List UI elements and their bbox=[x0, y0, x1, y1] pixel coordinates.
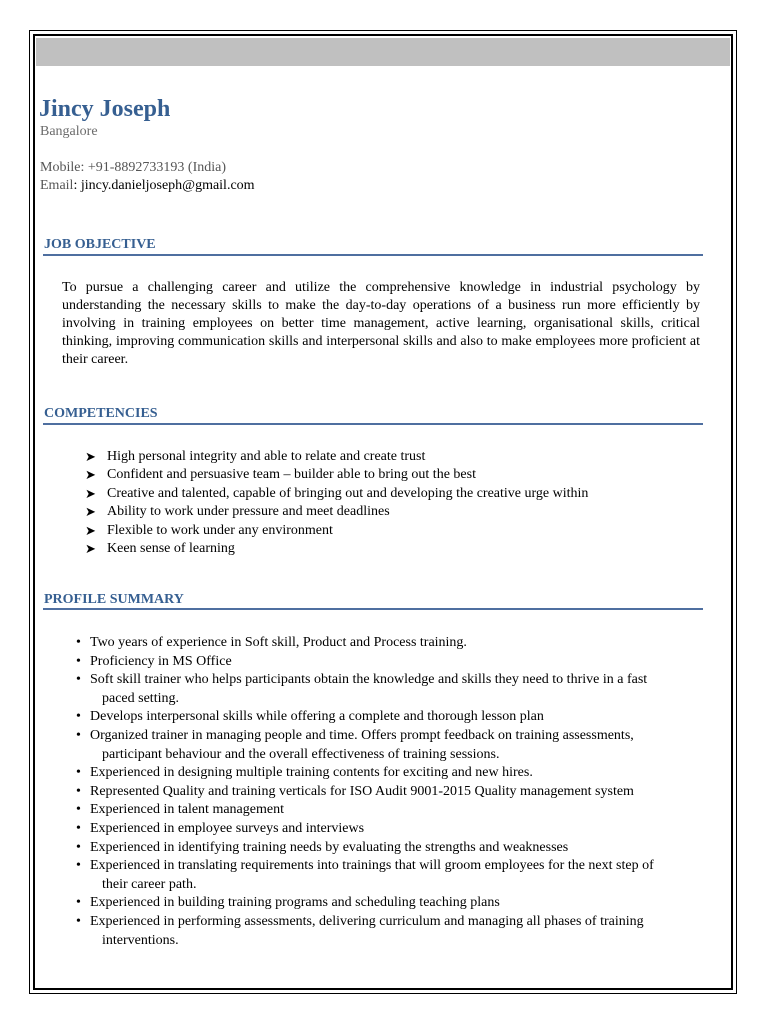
competency-text: Confident and persuasive team – builder able to bring out the best bbox=[107, 467, 476, 483]
summary-text: Experienced in talent management bbox=[90, 802, 284, 818]
bullet-icon: • bbox=[76, 635, 81, 650]
candidate-location: Bangalore bbox=[40, 124, 98, 139]
arrow-bullet-icon: ➤ bbox=[85, 522, 96, 538]
section-heading-competencies: COMPETENCIES bbox=[44, 406, 158, 421]
bullet-icon: • bbox=[76, 802, 81, 818]
summary-text: Represented Quality and training verticals for ISO Audit 9001-2015 Quality management system bbox=[90, 783, 634, 799]
bullet-icon: • bbox=[76, 765, 81, 781]
list-item bbox=[76, 783, 701, 802]
summary-text-continued: paced setting. bbox=[102, 690, 179, 706]
section-heading-profile-summary: PROFILE SUMMARY bbox=[44, 592, 184, 607]
competency-text: Ability to work under pressure and meet deadlines bbox=[107, 504, 390, 520]
list-item bbox=[76, 894, 701, 913]
email-address[interactable]: jincy.danieljoseph@gmail.com bbox=[80, 178, 255, 193]
header-bar bbox=[36, 38, 730, 66]
summary-text: Experienced in identifying training needs by evaluating the strengths and weaknesses bbox=[90, 839, 569, 855]
list-item bbox=[76, 801, 701, 820]
competency-text: High personal integrity and able to relate and create trust bbox=[107, 449, 426, 464]
summary-text: Experienced in translating requirements into trainings that will groom employees for the next step of bbox=[90, 858, 654, 874]
list-item bbox=[76, 839, 701, 858]
list-item bbox=[85, 522, 588, 540]
summary-text: Experienced in building training programs and scheduling teaching plans bbox=[90, 895, 500, 911]
bullet-icon: • bbox=[76, 672, 81, 688]
list-item bbox=[85, 466, 588, 484]
list-item bbox=[76, 653, 701, 672]
competency-text: Flexible to work under any environment bbox=[107, 522, 333, 538]
profile-summary-list bbox=[76, 634, 701, 950]
bullet-icon: • bbox=[76, 783, 81, 799]
summary-text-continued: their career path. bbox=[102, 876, 197, 892]
competency-text: Keen sense of learning bbox=[107, 540, 235, 556]
list-item bbox=[85, 540, 588, 558]
list-item bbox=[85, 503, 588, 521]
section-divider bbox=[43, 608, 703, 610]
mobile-line bbox=[40, 159, 255, 177]
list-item bbox=[76, 634, 701, 653]
mobile-number: +91-8892733193 (India) bbox=[87, 160, 226, 175]
summary-text: Experienced in performing assessments, delivering curriculum and managing all phases of training bbox=[90, 913, 644, 929]
list-item bbox=[85, 448, 588, 466]
arrow-bullet-icon: ➤ bbox=[85, 449, 96, 464]
arrow-bullet-icon: ➤ bbox=[85, 485, 96, 501]
summary-text: Experienced in designing multiple training contents for exciting and new hires. bbox=[90, 765, 533, 781]
summary-text: Develops interpersonal skills while offering a complete and thorough lesson plan bbox=[90, 709, 544, 725]
bullet-icon: • bbox=[76, 820, 81, 836]
list-item bbox=[76, 727, 701, 764]
bullet-icon: • bbox=[76, 709, 81, 725]
candidate-name: Jincy Joseph bbox=[39, 96, 171, 122]
contact-block bbox=[40, 159, 255, 195]
section-divider bbox=[43, 423, 703, 425]
competencies-list bbox=[85, 448, 588, 558]
list-item bbox=[76, 913, 701, 950]
bullet-icon: • bbox=[76, 913, 81, 929]
mobile-label: Mobile: bbox=[40, 160, 88, 175]
email-line bbox=[40, 177, 255, 195]
bullet-icon: • bbox=[76, 653, 81, 669]
job-objective-text: To pursue a challenging career and utilize the comprehensive knowledge in industrial psychology by understanding the necessary skills to make the day-to-day operations of a business run more efficiently by involving in training employees on better time management, active learning, organisational skills, critical thinking, improving communication skills and interpersonal skills and also to make employees more proficient at their career. bbox=[62, 280, 700, 367]
bullet-icon: • bbox=[76, 727, 81, 743]
summary-text-continued: interventions. bbox=[102, 932, 179, 948]
summary-text: Soft skill trainer who helps participants obtain the knowledge and skills they need to thrive in a fast bbox=[90, 672, 648, 688]
summary-text: Experienced in employee surveys and interviews bbox=[90, 820, 365, 836]
list-item bbox=[76, 820, 701, 839]
email-label: Email bbox=[40, 178, 74, 193]
bullet-icon: • bbox=[76, 858, 81, 874]
arrow-bullet-icon: ➤ bbox=[85, 467, 96, 483]
summary-text: Two years of experience in Soft skill, Product and Process training. bbox=[90, 635, 467, 650]
list-item bbox=[76, 671, 701, 708]
summary-text: Organized trainer in managing people and time. Offers prompt feedback on training assessments, bbox=[90, 727, 634, 743]
competency-text: Creative and talented, capable of bringing out and developing the creative urge within bbox=[107, 485, 589, 501]
list-item bbox=[76, 764, 701, 783]
summary-text-continued: participant behaviour and the overall effectiveness of training sessions. bbox=[102, 746, 500, 762]
arrow-bullet-icon: ➤ bbox=[85, 504, 96, 520]
list-item bbox=[76, 857, 701, 894]
bullet-icon: • bbox=[76, 839, 81, 855]
list-item bbox=[76, 708, 701, 727]
section-divider bbox=[43, 254, 703, 256]
section-heading-job-objective: JOB OBJECTIVE bbox=[44, 237, 156, 252]
arrow-bullet-icon: ➤ bbox=[85, 540, 96, 556]
bullet-icon: • bbox=[76, 895, 81, 911]
email-separator: : bbox=[73, 178, 81, 193]
summary-text: Proficiency in MS Office bbox=[90, 653, 232, 669]
list-item bbox=[85, 485, 588, 503]
